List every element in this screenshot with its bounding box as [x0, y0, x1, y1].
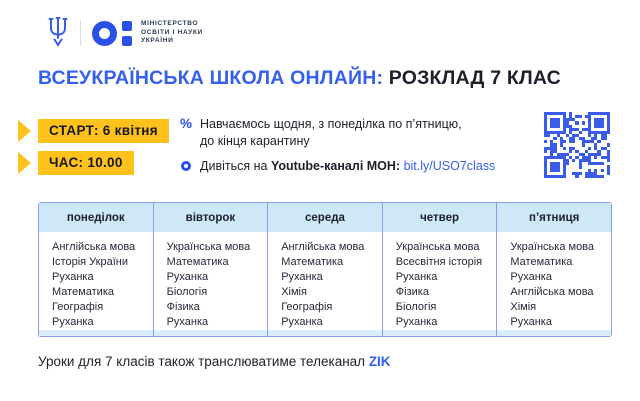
subject: Географія	[281, 301, 333, 313]
day-header: середа	[268, 203, 382, 232]
page-title-highlight: ВСЕУКРАЇНСЬКА ШКОЛА ОНЛАЙН:	[38, 67, 384, 89]
subject: Математика	[510, 256, 573, 268]
ministry-line-1: МІНІСТЕРСТВО	[141, 20, 199, 28]
note-watch	[200, 158, 495, 175]
subject: Математика	[281, 256, 344, 268]
subject: Руханка	[395, 271, 438, 283]
schedule-column-monday	[39, 203, 154, 336]
arrow-right-icon	[18, 120, 31, 142]
subject: Руханка	[510, 316, 552, 328]
page-title-rest: РОЗКЛАД 7 КЛАС	[388, 67, 561, 89]
column-footer-strip	[268, 330, 382, 336]
subject: Руханка	[166, 271, 209, 283]
day-header: вівторок	[154, 203, 268, 232]
note-watch-prefix: Дивіться на	[200, 159, 268, 173]
subject: Всесвітня історія	[395, 256, 483, 268]
note-watch-channel: Youtube-каналі МОН:	[270, 159, 401, 173]
youtube-link[interactable]: bit.ly/USO7class	[403, 159, 496, 173]
schedule-column-wednesday	[268, 203, 383, 336]
subject: Географія	[52, 301, 104, 313]
time-badge-row	[18, 151, 134, 175]
subject: Руханка	[395, 316, 438, 328]
subject: Руханка	[166, 316, 209, 328]
page-title	[38, 67, 561, 90]
start-badge-row	[18, 119, 169, 143]
subject: Англійська мова	[52, 241, 136, 253]
zik-channel-link[interactable]: ZIK	[368, 354, 391, 369]
subject-list	[39, 235, 153, 330]
time-badge: ЧАС: 10.00	[38, 151, 134, 175]
trident-icon	[47, 15, 69, 52]
mon-logo-icon	[92, 21, 132, 46]
schedule-column-friday	[497, 203, 611, 336]
subject: Руханка	[52, 316, 94, 328]
mon-squares-icon	[122, 21, 132, 46]
logo-divider	[80, 20, 81, 46]
circle-icon	[181, 161, 191, 171]
qr-code	[544, 112, 610, 178]
column-footer-strip	[39, 330, 153, 336]
schedule-table	[38, 202, 612, 337]
subject: Фізика	[395, 286, 429, 298]
subject-list	[268, 235, 382, 330]
arrow-right-icon	[18, 152, 31, 174]
column-footer-strip	[383, 330, 497, 336]
subject: Математика	[52, 286, 114, 298]
subject: Руханка	[281, 271, 323, 283]
subject-list	[154, 235, 268, 330]
subject: Біологія	[395, 301, 437, 313]
subject: Українська мова	[166, 241, 251, 253]
ministry-line-2: ОСВІТИ І НАУКИ	[141, 28, 203, 36]
subject: Руханка	[281, 316, 323, 328]
subject: Математика	[166, 256, 229, 268]
day-header: понеділок	[39, 203, 153, 232]
footer-note	[38, 354, 391, 369]
subject: Біологія	[166, 286, 208, 298]
note-daily-line2: до кінця карантину	[200, 133, 310, 148]
header-logo-row	[47, 15, 203, 51]
subject: Руханка	[52, 271, 94, 283]
schedule-column-tuesday	[154, 203, 269, 336]
note-daily-line1: Навчаємось щодня, з понеділка по п’ятницю,	[200, 117, 462, 131]
subject: Українська мова	[395, 241, 480, 253]
subject: Українська мова	[510, 241, 595, 253]
subject: Хімія	[281, 286, 307, 298]
column-footer-strip	[154, 330, 268, 336]
day-header: четвер	[383, 203, 497, 232]
subject: Історія України	[52, 256, 128, 268]
subject: Англійська мова	[281, 241, 365, 253]
subject: Англійська мова	[510, 286, 594, 298]
day-header: п’ятниця	[497, 203, 611, 232]
ministry-name	[141, 20, 203, 46]
ministry-line-3: УКРАЇНИ	[141, 37, 174, 45]
subject: Хімія	[510, 301, 537, 313]
subject: Фізика	[166, 301, 200, 313]
subject-list	[383, 235, 497, 330]
schedule-column-thursday	[383, 203, 498, 336]
start-badge: СТАРТ: 6 квітня	[38, 119, 169, 143]
column-footer-strip	[497, 330, 611, 336]
percent-icon: %	[180, 116, 193, 131]
footer-text: Уроки для 7 класів також транслюватиме телеканал	[38, 354, 366, 369]
subject: Руханка	[510, 271, 552, 283]
mon-ring-icon	[92, 21, 117, 46]
note-daily	[200, 116, 462, 149]
subject-list	[497, 235, 611, 330]
